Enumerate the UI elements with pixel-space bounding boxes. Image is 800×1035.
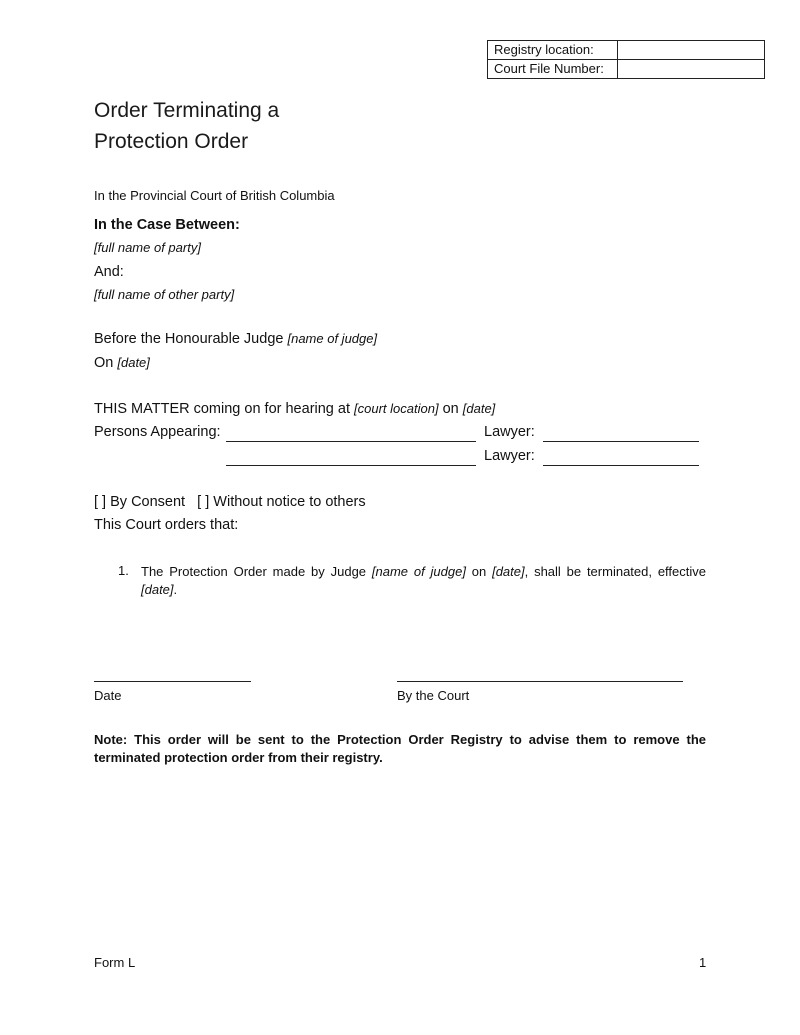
court-file-number-field[interactable]	[618, 60, 765, 79]
matter-on-text: on	[438, 401, 463, 417]
matter-date-placeholder: [date]	[462, 401, 496, 416]
lawyer-line-2[interactable]	[543, 465, 699, 466]
effective-date-placeholder: [date]	[141, 582, 174, 597]
before-judge-text: Before the Honourable Judge	[94, 331, 288, 347]
matter-line	[94, 401, 495, 417]
order-item-number: 1.	[118, 563, 129, 578]
lawyer-label-2: Lawyer:	[484, 448, 535, 464]
court-location-placeholder: [court location]	[354, 401, 439, 416]
before-judge-line	[94, 331, 377, 347]
court-signature-line[interactable]	[397, 681, 683, 682]
person-appearing-line-2[interactable]	[226, 465, 476, 466]
title-line-2: Protection Order	[94, 130, 249, 153]
consent-options	[94, 494, 366, 510]
matter-text: THIS MATTER coming on for hearing at	[94, 401, 355, 417]
registry-note: Note: This order will be sent to the Protection Order Registry to advise them to remove the terminated protection order from their registry.	[94, 732, 706, 765]
order-text-part-1: The Protection Order made by Judge	[141, 564, 372, 579]
document-title	[94, 95, 279, 157]
date-label: Date	[94, 688, 122, 703]
by-the-court-label: By the Court	[397, 688, 470, 703]
registry-location-field[interactable]	[618, 41, 765, 60]
registry-table	[487, 40, 765, 79]
order-text-part-3: , shall be terminated, effective	[524, 564, 706, 579]
order-text-part-2: on	[465, 564, 493, 579]
form-label: Form L	[94, 955, 136, 970]
on-date-line	[94, 355, 150, 371]
court-file-number-row	[488, 60, 765, 79]
on-text: On	[94, 355, 118, 371]
title-line-1: Order Terminating a	[94, 99, 280, 122]
registry-location-label: Registry location:	[488, 41, 618, 60]
case-between-heading: In the Case Between:	[94, 217, 240, 233]
persons-appearing-label: Persons Appearing:	[94, 424, 221, 440]
judge-name-placeholder: [name of judge]	[287, 331, 378, 346]
order-date-placeholder: [date]	[492, 564, 525, 579]
order-text-part-4: .	[173, 582, 178, 597]
by-consent-checkbox[interactable]: [ ] By Consent	[94, 494, 186, 510]
and-label: And:	[94, 264, 124, 280]
lawyer-line-1[interactable]	[543, 441, 699, 442]
order-item-text	[141, 563, 706, 599]
date-signature-line[interactable]	[94, 681, 251, 682]
order-judge-placeholder: [name of judge]	[371, 564, 466, 579]
court-name: In the Provincial Court of British Columbia	[94, 188, 335, 203]
person-appearing-line-1[interactable]	[226, 441, 476, 442]
other-party-name-placeholder: [full name of other party]	[94, 287, 235, 302]
court-file-number-label: Court File Number:	[488, 60, 618, 79]
hearing-date-placeholder: [date]	[117, 355, 150, 370]
page-number: 1	[699, 955, 707, 970]
without-notice-checkbox[interactable]: [ ] Without notice to others	[197, 494, 366, 510]
orders-intro: This Court orders that:	[94, 517, 239, 533]
registry-location-row	[488, 41, 765, 60]
party-name-placeholder: [full name of party]	[94, 240, 201, 255]
lawyer-label-1: Lawyer:	[484, 424, 535, 440]
